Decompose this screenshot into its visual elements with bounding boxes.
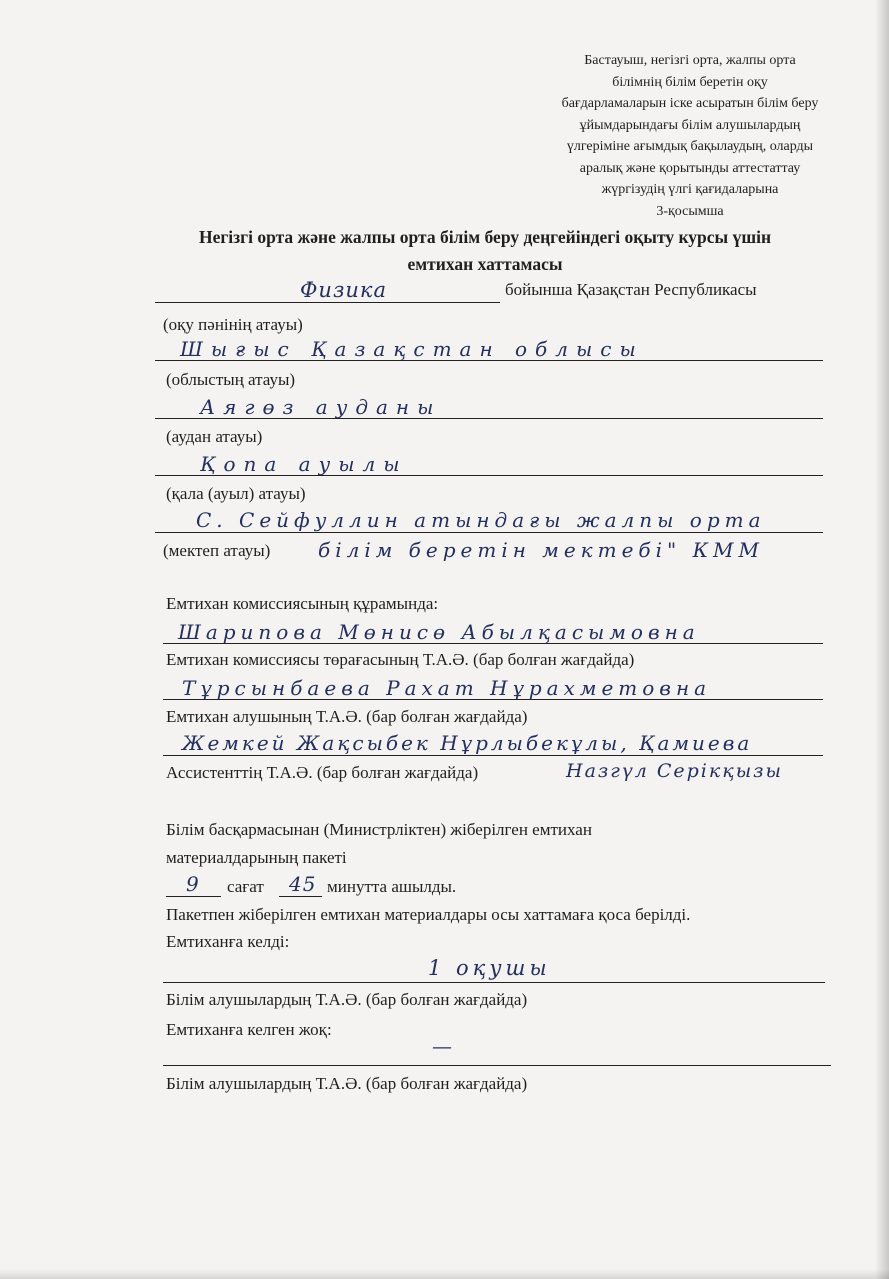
header-note-line: жүргізудің үлгі қағидаларына (601, 182, 779, 197)
assistant-handwritten-tail: Назгүл Серікқызы (566, 760, 784, 782)
header-note-line: 3-қосымша (656, 203, 724, 219)
absent-label: Емтиханға келген жоқ: (166, 1020, 332, 1039)
package-minute-label: минутта ашылды. (327, 877, 457, 896)
header-note-line: аралық және қорытынды аттестаттау (579, 160, 801, 176)
subject-underline (155, 302, 500, 303)
subject-caption: (оқу пәнінің атауы) (163, 315, 303, 334)
school-caption: (мектеп атауы) (163, 541, 271, 560)
attended-underline (163, 982, 825, 983)
school-handwritten-line2: білім беретін мектебі" КММ (318, 538, 765, 562)
hour-underline (166, 896, 221, 897)
town-handwritten: Қопа ауылы (200, 452, 408, 476)
header-note-line: Бастауыш, негізгі орта, жалпы орта (584, 53, 796, 68)
package-attached: Пакетпен жіберілген емтихан материалдары осы хаттамаға қоса берілді. (166, 905, 691, 924)
chair-handwritten: Шарипова Мөнисө Абылқасымовна (178, 620, 700, 644)
region-underline (155, 360, 823, 361)
subject-suffix: бойынша Қазақстан Республикасы (505, 280, 757, 299)
header-note-line: білімнің білім беретін оқу (612, 74, 768, 90)
minute-underline (279, 896, 322, 897)
document-title-line2: емтихан хаттамасы (407, 254, 563, 274)
commission-label: Емтихан комиссиясының құрамында: (166, 594, 439, 613)
region-caption: (облыстың атауы) (166, 370, 296, 389)
package-line2: материалдарының пакеті (166, 848, 347, 867)
absent-handwritten: — (432, 1034, 453, 1058)
district-underline (155, 418, 823, 419)
header-note-line: үлгеріміне ағымдық бақылаудың, оларды (566, 139, 814, 154)
page-bottom-shadow (0, 1269, 889, 1279)
attended-caption: Білім алушылардың Т.А.Ә. (бар болған жағдайда) (166, 990, 528, 1009)
town-underline (155, 475, 823, 476)
examiner-handwritten: Тұрсынбаева Рахат Нұрахметовна (182, 676, 712, 700)
document-title: Негізгі орта және жалпы орта білім беру деңгейіндегі оқыту курсы үшін (198, 227, 772, 247)
header-note (540, 50, 840, 222)
attended-handwritten: 1 оқушы (428, 956, 551, 980)
package-hour-label: сағат (227, 877, 264, 896)
assistant-caption: Ассистенттің Т.А.Ә. (бар болған жағдайда) (166, 763, 479, 782)
district-caption: (аудан атауы) (166, 427, 263, 446)
page-edge-shadow (875, 0, 889, 1279)
school-underline (155, 532, 823, 533)
examiner-caption: Емтихан алушының Т.А.Ә. (бар болған жағдайда) (166, 707, 528, 726)
town-caption: (қала (ауыл) атауы) (166, 484, 306, 503)
subject-handwritten: Физика (300, 278, 387, 302)
chair-caption: Емтихан комиссиясы төрағасының Т.А.Ә. (бар болған жағдайда) (166, 650, 635, 669)
region-handwritten: Шығыс Қазақстан облысы (180, 337, 644, 361)
package-minute-value: 45 (289, 872, 317, 896)
header-note-line: бағдарламаларын іске асыратын білім беру (561, 96, 819, 111)
school-handwritten-line1: С. Сейфуллин атындағы жалпы орта (196, 508, 766, 532)
absent-underline (163, 1065, 831, 1066)
chair-underline (163, 643, 823, 644)
assistants-handwritten: Жемкей Жақсыбек Нұрлыбекұлы, Қамиева (182, 731, 753, 755)
assistants-underline (163, 755, 823, 756)
district-handwritten: Аягөз ауданы (200, 395, 442, 419)
absent-caption: Білім алушылардың Т.А.Ә. (бар болған жағдайда) (166, 1074, 528, 1093)
header-note-line: ұйымдарындағы білім алушылардың (579, 117, 801, 133)
examiner-underline (163, 699, 823, 700)
package-line1: Білім басқармасынан (Министрліктен) жіберілген емтихан (166, 820, 592, 839)
package-hour-value: 9 (186, 872, 200, 896)
attended-label: Емтиханға келді: (166, 932, 290, 951)
